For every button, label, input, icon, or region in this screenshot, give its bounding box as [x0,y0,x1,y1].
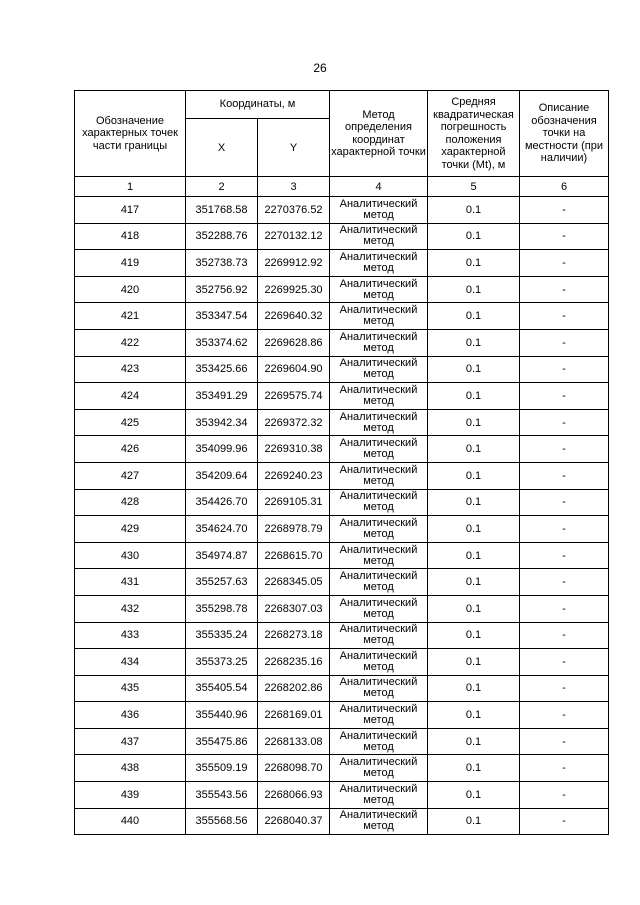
error-cell: 0.1 [428,728,520,755]
y-coordinate-cell: 2269604.90 [258,356,330,383]
description-cell: - [520,782,609,809]
x-coordinate-cell: 355568.56 [186,808,258,835]
method-cell: Аналитический метод [330,782,428,809]
description-cell: - [520,675,609,702]
description-cell: - [520,436,609,463]
description-cell: - [520,622,609,649]
x-coordinate-cell: 353491.29 [186,383,258,410]
table-row [75,303,609,330]
column-number: 3 [258,177,330,197]
point-cell: 417 [75,197,186,224]
error-cell: 0.1 [428,356,520,383]
x-coordinate-cell: 355543.56 [186,782,258,809]
x-coordinate-cell: 355475.86 [186,728,258,755]
y-coordinate-cell: 2268615.70 [258,542,330,569]
description-cell: - [520,728,609,755]
method-cell: Аналитический метод [330,489,428,516]
error-cell: 0.1 [428,462,520,489]
header-row-1 [75,91,609,119]
table-row [75,569,609,596]
y-coordinate-cell: 2270376.52 [258,197,330,224]
description-cell: - [520,197,609,224]
table-row [75,436,609,463]
error-cell: 0.1 [428,675,520,702]
y-coordinate-cell: 2268066.93 [258,782,330,809]
header-description-label: Описание обозначения точки на местности (при наличии) [520,91,609,177]
method-cell: Аналитический метод [330,808,428,835]
table-row [75,622,609,649]
error-cell: 0.1 [428,569,520,596]
error-cell: 0.1 [428,702,520,729]
point-cell: 439 [75,782,186,809]
error-cell: 0.1 [428,303,520,330]
error-cell: 0.1 [428,782,520,809]
method-cell: Аналитический метод [330,728,428,755]
method-cell: Аналитический метод [330,622,428,649]
x-coordinate-cell: 354099.96 [186,436,258,463]
y-coordinate-cell: 2268307.03 [258,595,330,622]
column-number: 4 [330,177,428,197]
error-cell: 0.1 [428,329,520,356]
x-coordinate-cell: 354209.64 [186,462,258,489]
description-cell: - [520,542,609,569]
x-coordinate-cell: 353425.66 [186,356,258,383]
error-cell: 0.1 [428,197,520,224]
point-cell: 434 [75,649,186,676]
x-coordinate-cell: 354624.70 [186,516,258,543]
description-cell: - [520,755,609,782]
error-cell: 0.1 [428,489,520,516]
column-number-row [75,177,609,197]
page-number: 26 [313,61,327,75]
table-row [75,329,609,356]
table-row [75,728,609,755]
description-cell: - [520,303,609,330]
method-cell: Аналитический метод [330,409,428,436]
table-row [75,782,609,809]
error-cell: 0.1 [428,595,520,622]
x-coordinate-cell: 354426.70 [186,489,258,516]
y-coordinate-cell: 2268978.79 [258,516,330,543]
table-body [75,197,609,835]
point-cell: 436 [75,702,186,729]
method-cell: Аналитический метод [330,516,428,543]
description-cell: - [520,702,609,729]
point-cell: 440 [75,808,186,835]
y-coordinate-cell: 2268040.37 [258,808,330,835]
y-coordinate-cell: 2270132.12 [258,223,330,250]
header-error-label: Средняя квадратическая погрешность положения характерной точки (Mt), м [428,91,520,177]
method-cell: Аналитический метод [330,383,428,410]
x-coordinate-cell: 354974.87 [186,542,258,569]
point-cell: 425 [75,409,186,436]
table-row [75,516,609,543]
y-coordinate-cell: 2269105.31 [258,489,330,516]
method-cell: Аналитический метод [330,569,428,596]
table-row [75,702,609,729]
point-cell: 432 [75,595,186,622]
y-coordinate-cell: 2269240.23 [258,462,330,489]
method-cell: Аналитический метод [330,197,428,224]
y-coordinate-cell: 2268202.86 [258,675,330,702]
header-method-label: Метод определения координат характерной точки [330,91,428,177]
x-coordinate-cell: 355440.96 [186,702,258,729]
method-cell: Аналитический метод [330,329,428,356]
description-cell: - [520,516,609,543]
y-coordinate-cell: 2269628.86 [258,329,330,356]
point-cell: 426 [75,436,186,463]
table-row [75,223,609,250]
point-cell: 438 [75,755,186,782]
method-cell: Аналитический метод [330,356,428,383]
column-number: 1 [75,177,186,197]
description-cell: - [520,409,609,436]
x-coordinate-cell: 353942.34 [186,409,258,436]
point-cell: 430 [75,542,186,569]
method-cell: Аналитический метод [330,542,428,569]
method-cell: Аналитический метод [330,595,428,622]
error-cell: 0.1 [428,516,520,543]
x-coordinate-cell: 352756.92 [186,276,258,303]
error-cell: 0.1 [428,649,520,676]
table-row [75,675,609,702]
y-coordinate-cell: 2268273.18 [258,622,330,649]
x-coordinate-cell: 352288.76 [186,223,258,250]
y-coordinate-cell: 2268133.08 [258,728,330,755]
error-cell: 0.1 [428,542,520,569]
y-coordinate-cell: 2269925.30 [258,276,330,303]
header-y-label: Y [258,119,330,177]
x-coordinate-cell: 352738.73 [186,250,258,277]
error-cell: 0.1 [428,383,520,410]
point-cell: 420 [75,276,186,303]
y-coordinate-cell: 2269575.74 [258,383,330,410]
table-row [75,276,609,303]
table-row [75,808,609,835]
y-coordinate-cell: 2268235.16 [258,649,330,676]
y-coordinate-cell: 2269310.38 [258,436,330,463]
method-cell: Аналитический метод [330,755,428,782]
point-cell: 431 [75,569,186,596]
point-cell: 437 [75,728,186,755]
y-coordinate-cell: 2268345.05 [258,569,330,596]
method-cell: Аналитический метод [330,276,428,303]
column-number: 2 [186,177,258,197]
description-cell: - [520,329,609,356]
error-cell: 0.1 [428,808,520,835]
description-cell: - [520,462,609,489]
x-coordinate-cell: 355405.54 [186,675,258,702]
table-row [75,462,609,489]
header-point-label: Обозначение характерных точек части границы [75,91,186,177]
description-cell: - [520,595,609,622]
point-cell: 427 [75,462,186,489]
method-cell: Аналитический метод [330,649,428,676]
error-cell: 0.1 [428,250,520,277]
x-coordinate-cell: 355298.78 [186,595,258,622]
table-row [75,356,609,383]
x-coordinate-cell: 355335.24 [186,622,258,649]
y-coordinate-cell: 2269372.32 [258,409,330,436]
coordinates-table [74,90,609,835]
table-row [75,197,609,224]
table-row [75,409,609,436]
x-coordinate-cell: 351768.58 [186,197,258,224]
error-cell: 0.1 [428,436,520,463]
x-coordinate-cell: 355373.25 [186,649,258,676]
table-row [75,489,609,516]
error-cell: 0.1 [428,622,520,649]
column-number: 5 [428,177,520,197]
description-cell: - [520,250,609,277]
method-cell: Аналитический метод [330,250,428,277]
description-cell: - [520,569,609,596]
y-coordinate-cell: 2269640.32 [258,303,330,330]
description-cell: - [520,649,609,676]
point-cell: 418 [75,223,186,250]
error-cell: 0.1 [428,276,520,303]
x-coordinate-cell: 355509.19 [186,755,258,782]
point-cell: 433 [75,622,186,649]
table-row [75,250,609,277]
point-cell: 428 [75,489,186,516]
table-row [75,649,609,676]
method-cell: Аналитический метод [330,223,428,250]
table-row [75,383,609,410]
point-cell: 424 [75,383,186,410]
description-cell: - [520,489,609,516]
table-row [75,595,609,622]
method-cell: Аналитический метод [330,436,428,463]
method-cell: Аналитический метод [330,462,428,489]
description-cell: - [520,808,609,835]
header-x-label: X [186,119,258,177]
error-cell: 0.1 [428,755,520,782]
y-coordinate-cell: 2269912.92 [258,250,330,277]
point-cell: 421 [75,303,186,330]
point-cell: 422 [75,329,186,356]
error-cell: 0.1 [428,223,520,250]
description-cell: - [520,276,609,303]
column-number: 6 [520,177,609,197]
x-coordinate-cell: 355257.63 [186,569,258,596]
table-row [75,755,609,782]
method-cell: Аналитический метод [330,702,428,729]
x-coordinate-cell: 353347.54 [186,303,258,330]
y-coordinate-cell: 2268169.01 [258,702,330,729]
description-cell: - [520,223,609,250]
y-coordinate-cell: 2268098.70 [258,755,330,782]
error-cell: 0.1 [428,409,520,436]
method-cell: Аналитический метод [330,303,428,330]
description-cell: - [520,383,609,410]
point-cell: 419 [75,250,186,277]
point-cell: 423 [75,356,186,383]
point-cell: 429 [75,516,186,543]
description-cell: - [520,356,609,383]
table-row [75,542,609,569]
method-cell: Аналитический метод [330,675,428,702]
header-coords-label: Координаты, м [186,91,330,119]
point-cell: 435 [75,675,186,702]
x-coordinate-cell: 353374.62 [186,329,258,356]
